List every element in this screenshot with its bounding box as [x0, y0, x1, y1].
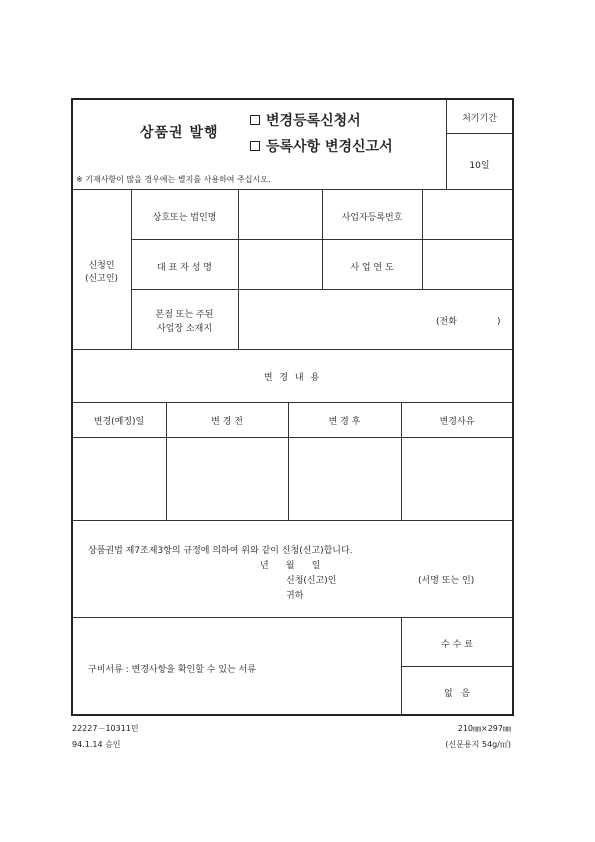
address-sublabel: 사업장 소재지 [156, 324, 213, 334]
col-change-date: 변경(예정)일 [93, 417, 145, 427]
reason-field[interactable] [403, 439, 512, 519]
declaration-applicant-label: 신청(신고)인 [286, 576, 337, 586]
business-reg-no-label: 사업자등록번호 [341, 213, 403, 223]
company-name-field[interactable] [240, 191, 320, 237]
representative-field[interactable] [240, 241, 320, 287]
declaration-addressee: 귀하 [286, 591, 304, 601]
col-before: 변 경 전 [211, 417, 243, 427]
checkbox-icon[interactable] [250, 115, 260, 125]
company-name-label: 상호또는 법인명 [152, 213, 217, 223]
form-number: 22227－10311민 [72, 724, 139, 733]
form-title: 상품권 발행 [140, 125, 219, 141]
declaration-date[interactable]: 년 월 일 [260, 561, 321, 571]
col-after: 변 경 후 [328, 417, 361, 427]
approval-date: 94.1.14 승인 [72, 740, 121, 749]
phone-field[interactable]: (전화 ) [436, 317, 501, 327]
processing-period-label: 처기기간 [462, 114, 497, 124]
paper-type: (신문용지 54g/㎡) [445, 740, 511, 749]
fee-label: 수 수 료 [441, 640, 473, 650]
form-note: ※ 기재사항이 많을 경우에는 별지를 사용하여 주십시오. [76, 175, 271, 184]
after-field[interactable] [290, 439, 400, 519]
founding-year-field[interactable] [424, 241, 512, 287]
changes-section-title: 변 경 내 용 [263, 373, 322, 383]
change-date-field[interactable] [73, 439, 165, 519]
founding-year-label: 사 업 연 도 [350, 263, 394, 273]
checkbox-icon[interactable] [250, 141, 260, 151]
col-reason: 변경사유 [439, 417, 475, 427]
option-change-report-label: 등록사항 변경신고서 [266, 139, 393, 155]
option-change-registration[interactable] [250, 110, 361, 130]
signature-field[interactable]: (서명 또는 인) [418, 576, 475, 586]
business-reg-no-field[interactable] [424, 191, 512, 237]
fee-value: 없 음 [444, 689, 470, 699]
option-change-report[interactable] [250, 136, 393, 156]
representative-label: 대 표 자 성 명 [157, 263, 212, 273]
applicant-sublabel: (신고인) [84, 274, 119, 284]
address-label: 본점 또는 주된 [155, 310, 214, 320]
before-field[interactable] [168, 439, 287, 519]
applicant-label: 신청인 [88, 261, 115, 271]
required-documents: 구비서류 : 변경사항을 확인할 수 있는 서류 [88, 665, 256, 675]
processing-period-value: 10일 [469, 161, 490, 171]
declaration-statement: 상품권법 제7조제3항의 규정에 의하여 위와 같이 신청(신고)합니다. [88, 546, 353, 556]
option-change-registration-label: 변경등록신청서 [266, 113, 361, 129]
paper-size: 210㎜×297㎜ [457, 724, 511, 733]
